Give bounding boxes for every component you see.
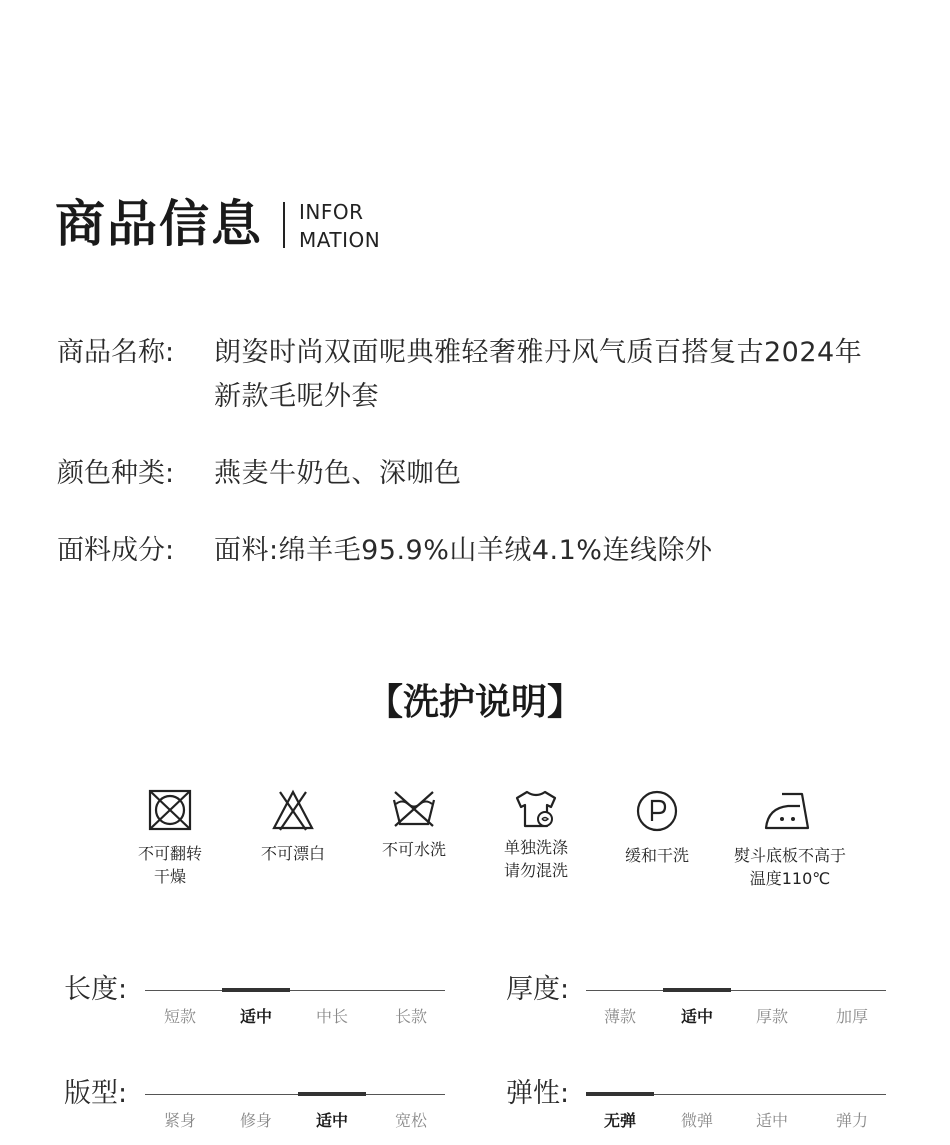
care-title: 【洗护说明】 <box>366 682 583 723</box>
scale-selected-marker <box>586 1092 654 1096</box>
scale-option: 修身 <box>239 1111 272 1130</box>
care-item-wash-separately <box>476 786 596 882</box>
care-label: 单独洗涤 请勿混洗 <box>503 838 568 880</box>
care-item-no-wash <box>354 786 474 861</box>
info-row-color <box>57 452 884 496</box>
scale-label-elasticity: 弹性: <box>506 1078 570 1109</box>
scale-option: 适中 <box>755 1111 788 1130</box>
info-value-fabric: 面料:绵羊毛95.9%山羊绒4.1%连线除外 <box>214 535 713 566</box>
scale-option: 中长 <box>315 1007 348 1026</box>
no-bleach-icon <box>270 786 316 832</box>
care-label: 熨斗底板不高于 温度110℃ <box>733 846 846 888</box>
dry-clean-p-icon <box>634 786 680 832</box>
no-tumble-dry-icon <box>147 786 193 832</box>
care-item-no-tumble-dry <box>110 786 230 888</box>
info-label-name: 商品名称: <box>57 337 175 368</box>
no-wash-icon <box>391 786 437 832</box>
scale-option: 宽松 <box>394 1111 427 1130</box>
info-label-fabric: 面料成分: <box>57 535 175 566</box>
scale-option: 弹力 <box>835 1111 868 1130</box>
scale-option: 无弹 <box>603 1111 636 1130</box>
care-item-no-bleach <box>233 786 353 865</box>
scale-selected-marker <box>663 988 731 992</box>
scale-option: 薄款 <box>603 1007 636 1026</box>
info-value-color: 燕麦牛奶色、深咖色 <box>214 458 462 489</box>
scale-option: 微弹 <box>680 1111 713 1130</box>
scale-selected-marker <box>222 988 290 992</box>
scale-option: 厚款 <box>755 1007 788 1026</box>
scale-label-length: 长度: <box>64 974 128 1005</box>
scale-label-thickness: 厚度: <box>506 974 570 1005</box>
care-item-iron <box>730 786 850 890</box>
scale-option: 加厚 <box>835 1007 868 1026</box>
scale-option: 适中 <box>315 1111 348 1130</box>
care-label: 不可翻转 干燥 <box>137 844 202 886</box>
section-title: 商品信息 <box>55 195 263 253</box>
subtitle-line-1: INFOR <box>299 200 364 224</box>
info-row-name <box>57 331 884 419</box>
care-label: 不可漂白 <box>260 844 325 863</box>
iron-icon <box>762 786 818 832</box>
section-subtitle <box>299 198 380 254</box>
subtitle-line-2: MATION <box>299 228 381 252</box>
info-row-fabric <box>57 529 884 573</box>
title-divider <box>283 202 285 248</box>
scale-option: 适中 <box>239 1007 272 1026</box>
scale-track-thickness <box>586 990 886 991</box>
scale-option: 长款 <box>394 1007 427 1026</box>
info-label-color: 颜色种类: <box>57 458 175 489</box>
scale-option: 紧身 <box>163 1111 196 1130</box>
scale-track-length <box>145 990 445 991</box>
scale-option: 适中 <box>680 1007 713 1026</box>
scale-track-fit <box>145 1094 445 1095</box>
scale-selected-marker <box>298 1092 366 1096</box>
scale-label-fit: 版型: <box>64 1078 128 1109</box>
wash-separately-icon <box>513 786 559 832</box>
care-label: 不可水洗 <box>381 840 446 859</box>
info-value-name: 朗姿时尚双面呢典雅轻奢雅丹风气质百搭复古2024年新款毛呢外套 <box>214 337 863 412</box>
care-item-dry-clean <box>597 786 717 867</box>
care-label: 缓和干洗 <box>624 846 689 865</box>
scale-option: 短款 <box>163 1007 196 1026</box>
